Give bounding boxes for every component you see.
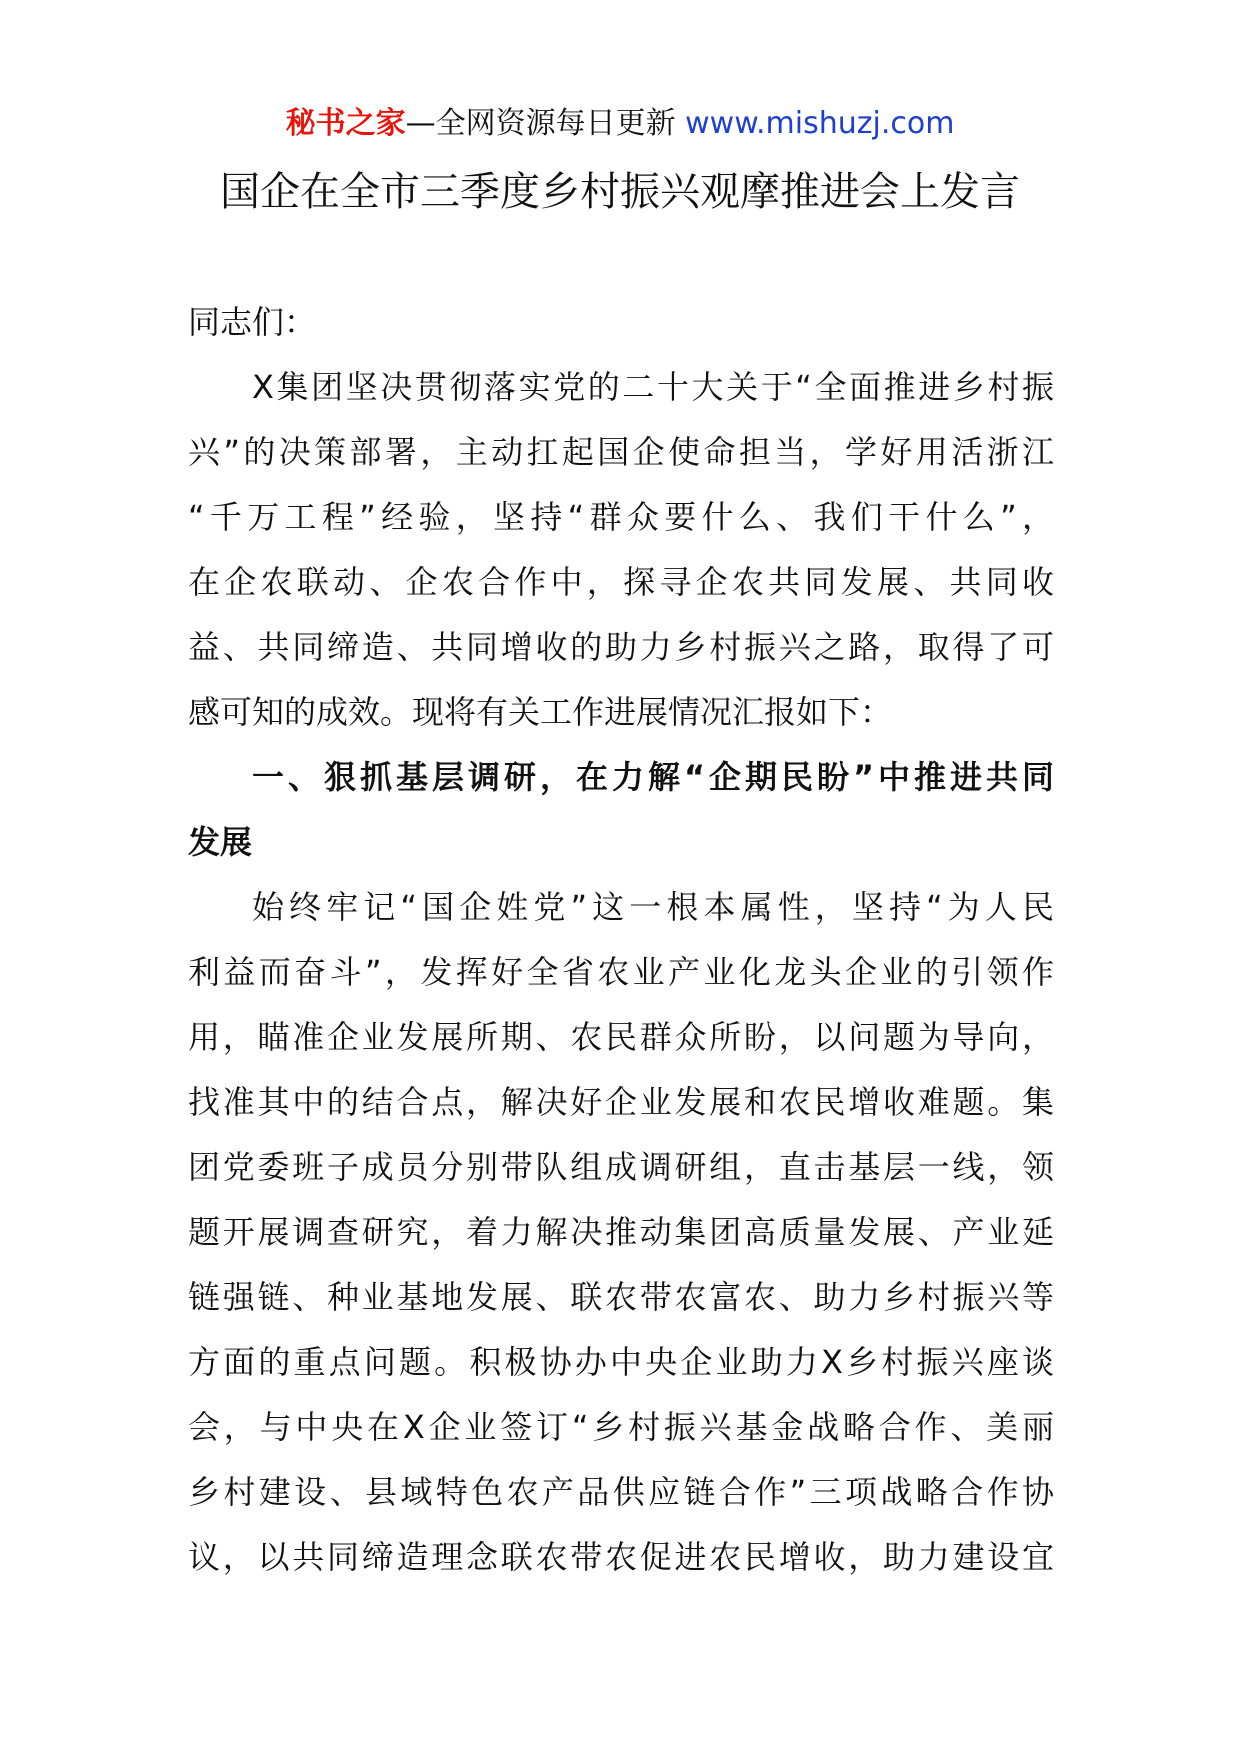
header-tagline: —全网资源每日更新 (405, 106, 686, 141)
text-line: 利益而奋斗”，发挥好全省农业产业化龙头企业的引领作 (188, 953, 1054, 991)
heading-line: 发展 (188, 823, 253, 861)
text-line: 兴”的决策部署，主动扛起国企使命担当，学好用活浙江 (188, 433, 1054, 471)
text-line: X集团坚决贯彻落实党的二十大关于“全面推进乡村振 (252, 368, 1054, 406)
brand-name: 秘书之家 (285, 106, 406, 141)
text-line: 感可知的成效。现将有关工作进展情况汇报如下： (188, 693, 893, 731)
text-line: 益、共同缔造、共同增收的助力乡村振兴之路，取得了可 (188, 628, 1054, 666)
text-line: 议，以共同缔造理念联农带农促进农民增收，助力建设宜 (188, 1538, 1054, 1576)
text-line: 始终牢记“国企姓党”这一根本属性，坚持“为人民 (252, 888, 1054, 926)
text-line: 团党委班子成员分别带队组成调研组，直击基层一线，领 (188, 1148, 1054, 1186)
heading-line: 一、狠抓基层调研，在力解“企期民盼”中推进共同 (252, 758, 1054, 796)
paragraph-section-1 (188, 875, 1054, 1590)
site-header (0, 100, 1240, 148)
text-line: 找准其中的结合点，解决好企业发展和农民增收难题。集 (188, 1083, 1054, 1121)
salutation: 同志们： (188, 303, 317, 341)
section-heading-1 (188, 745, 1054, 875)
text-line: 用，瞄准企业发展所期、农民群众所盼，以问题为导向， (188, 1018, 1054, 1056)
text-line: 会，与中央在X企业签订“乡村振兴基金战略合作、美丽 (188, 1408, 1054, 1446)
text-line: “千万工程”经验，坚持“群众要什么、我们干什么”， (188, 498, 1054, 536)
text-line: 在企农联动、企农合作中，探寻企农共同发展、共同收 (188, 563, 1054, 601)
site-url-link[interactable]: www.mishuzj.com (685, 106, 955, 141)
text-line: 乡村建设、县域特色农产品供应链合作”三项战略合作协 (188, 1473, 1054, 1511)
paragraph-intro (188, 355, 1054, 745)
document-title: 国企在全市三季度乡村振兴观摩推进会上发言 (220, 169, 1020, 215)
text-line: 链强链、种业基地发展、联农带农富农、助力乡村振兴等 (188, 1278, 1054, 1316)
document-body (188, 290, 1054, 1590)
text-line: 题开展调查研究，着力解决推动集团高质量发展、产业延 (188, 1213, 1054, 1251)
text-line: 方面的重点问题。积极协办中央企业助力X乡村振兴座谈 (188, 1343, 1054, 1381)
